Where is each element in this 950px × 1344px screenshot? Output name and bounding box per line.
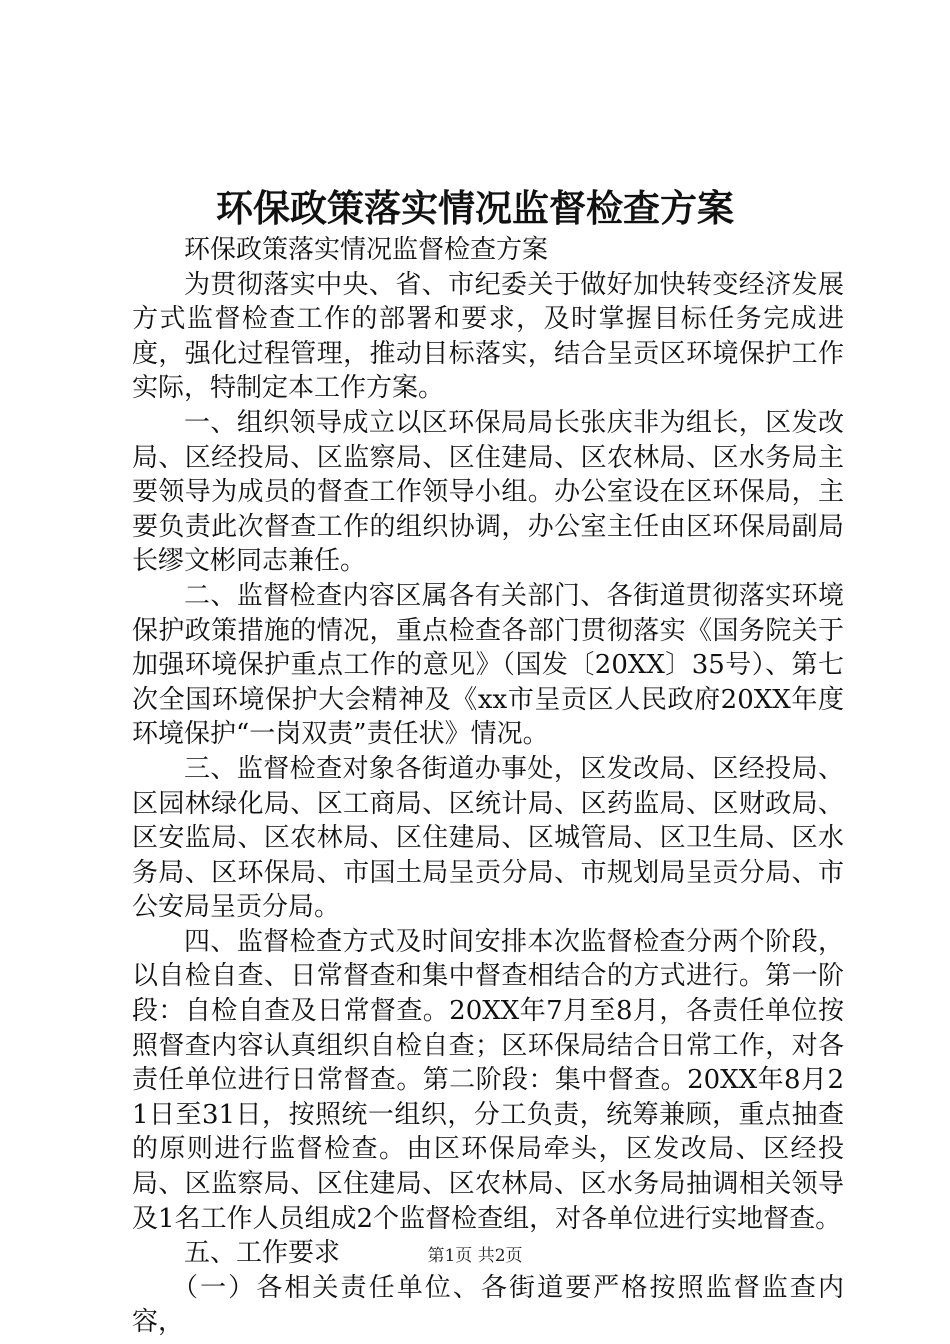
paragraph-section-2: 二、监督检查内容区属各有关部门、各街道贯彻落实环境保护政策措施的情况，重点检查各部门贯彻落实《国务院关于加强环境保护重点工作的意见》（国发〔20XX〕35号）、第七次全国环境保护大会精神及《xx市呈贡区人民政府20XX年度环境保护“一岗双责”责任状》情况。 — [132, 580, 844, 750]
paragraph-section-3: 三、监督检查对象各街道办事处，区发改局、区经投局、区园林绿化局、区工商局、区统计局、区药监局、区财政局、区安监局、区农林局、区住建局、区城管局、区卫生局、区水务局、区环保局、市国土局呈贡分局、市规划局呈贡分局、市公安局呈贡分局。 — [132, 753, 844, 923]
paragraph-intro: 为贯彻落实中央、省、市纪委关于做好加快转变经济发展方式监督检查工作的部署和要求，及时掌握目标任务完成进度，强化过程管理，推动目标落实，结合呈贡区环境保护工作实际，特制定本工作方案。 — [132, 269, 844, 404]
paragraph-subtitle: 环保政策落实情况监督检查方案 — [184, 235, 549, 265]
document-body — [132, 233, 844, 1340]
document-title: 环保政策落实情况监督检查方案 — [216, 186, 734, 230]
paragraph-section-4: 四、监督检查方式及时间安排本次监督检查分两个阶段，以自检自查、日常督查和集中督查相结合的方式进行。第一阶段：自检自查及日常督查。20XX年7月至8月，各责任单位按照督查内容认真组织自检自查；区环保局结合日常工作，对各责任单位进行日常督查。第二阶段：集中督查。20XX年8月21日至31日，按照统一组织，分工负责，统筹兼顾，重点抽查的原则进行监督检查。由区环保局牵头，区发改局、区经投局、区监察局、区住建局、区农林局、区水务局抽调相关领导及1名工作人员组成2个监督检查组，对各单位进行实地督查。 — [132, 926, 844, 1234]
paragraph-section-5-heading: 五、工作要求 — [184, 1238, 341, 1269]
paragraph-section-5-item-1: （一）各相关责任单位、各街道要严格按照监督监查内容， — [132, 1272, 844, 1338]
page-footer: 第1页 共2页 — [427, 1246, 523, 1266]
paragraph-section-1: 一、组织领导成立以区环保局局长张庆非为组长，区发改局、区经投局、区监察局、区住建局、区农林局、区水务局主要领导为成员的督查工作领导小组。办公室设在区环保局，主要负责此次督查工作的组织协调，办公室主任由区环保局副局长缪文彬同志兼任。 — [132, 407, 844, 577]
